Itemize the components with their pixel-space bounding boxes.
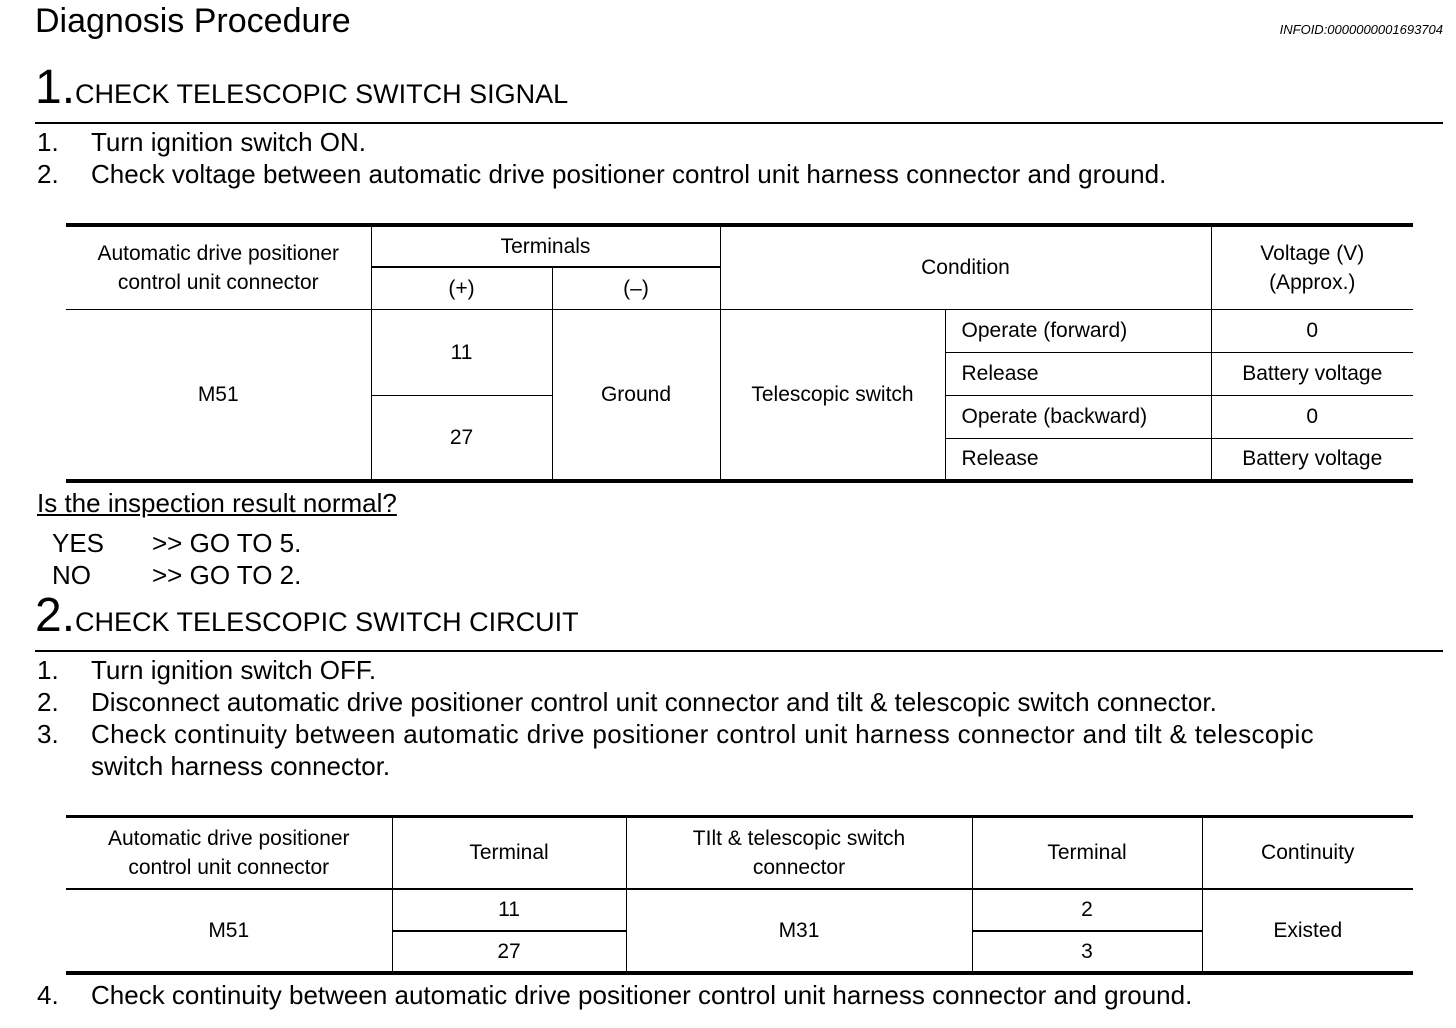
cell-terminal: 11 [392,889,626,931]
step-1-item: 2. Check voltage between automatic drive positioner control unit harness connector and ground. [37,159,1167,189]
step-1-item: 1. Turn ignition switch ON. [37,127,367,157]
step-1-rule [35,122,1443,124]
header-connector: Automatic drive positioner control unit connector [66,817,392,889]
header-terminal: Terminal [392,817,626,889]
continuity-table [66,815,1413,975]
step-2-item: 3. Check continuity between automatic drive positioner control unit harness connector and tilt & telescopic [37,719,1314,749]
cell-terminal: 27 [392,931,626,973]
cell-condition: Release [945,438,1211,481]
cell-switch: Telescopic switch [720,309,945,481]
header-voltage: Voltage (V) (Approx.) [1211,225,1413,309]
header-connector: Automatic drive positioner control unit connector [66,225,371,309]
info-id: INFOID:0000000001693704 [1279,22,1443,37]
inspection-question: Is the inspection result normal? [37,488,397,518]
cell-condition: Operate (forward) [945,309,1211,352]
step-1-heading [35,60,568,115]
yes-action: >> GO TO 5. [152,528,302,558]
header-tilt-connector: TIlt & telescopic switch connector [626,817,972,889]
cell-tilt-connector: M31 [626,889,972,973]
no-action: >> GO TO 2. [152,560,302,590]
cell-voltage: Battery voltage [1242,447,1383,471]
step-2-heading [35,588,579,643]
cell-ground: Ground [552,309,720,481]
header-terminal: Terminal [972,817,1202,889]
step-2-rule [35,650,1443,652]
cell-terminal: 27 [371,395,552,481]
header-plus: (+) [371,267,552,309]
step-2-item: 4. Check continuity between automatic drive positioner control unit harness connector and ground. [37,980,1193,1010]
no-label: NO [52,560,91,590]
step-2-number: 2. [35,589,76,642]
cell-voltage: 0 [1211,395,1413,438]
step-2-item-continued: switch harness connector. [91,751,391,781]
cell-terminal: 3 [972,931,1202,973]
step-2-title: CHECK TELESCOPIC SWITCH CIRCUIT [75,607,579,637]
header-continuity: Continuity [1202,817,1413,889]
cell-terminal: 11 [371,309,552,395]
step-2-item: 1. Turn ignition switch OFF. [37,655,377,685]
cell-voltage: Battery voltage [1211,352,1413,395]
voltage-table [66,223,1413,483]
step-1-number: 1. [35,61,76,114]
header-condition: Condition [720,225,1211,309]
cell-condition: Operate (backward) [945,395,1211,438]
cell-connector: M51 [66,309,371,481]
cell-terminal: 2 [972,889,1202,931]
step-1-title: CHECK TELESCOPIC SWITCH SIGNAL [75,79,569,109]
header-minus: (–) [552,267,720,309]
yes-label: YES [52,528,105,558]
cell-continuity: Existed [1273,918,1343,942]
cell-connector: M51 [66,889,392,973]
header-terminals: Terminals [371,225,720,267]
cell-condition: Release [945,352,1211,395]
page-title: Diagnosis Procedure [35,2,351,40]
cell-voltage: 0 [1211,309,1413,352]
step-2-item: 2. Disconnect automatic drive positioner control unit connector and tilt & telescopic switch connector. [37,687,1217,717]
